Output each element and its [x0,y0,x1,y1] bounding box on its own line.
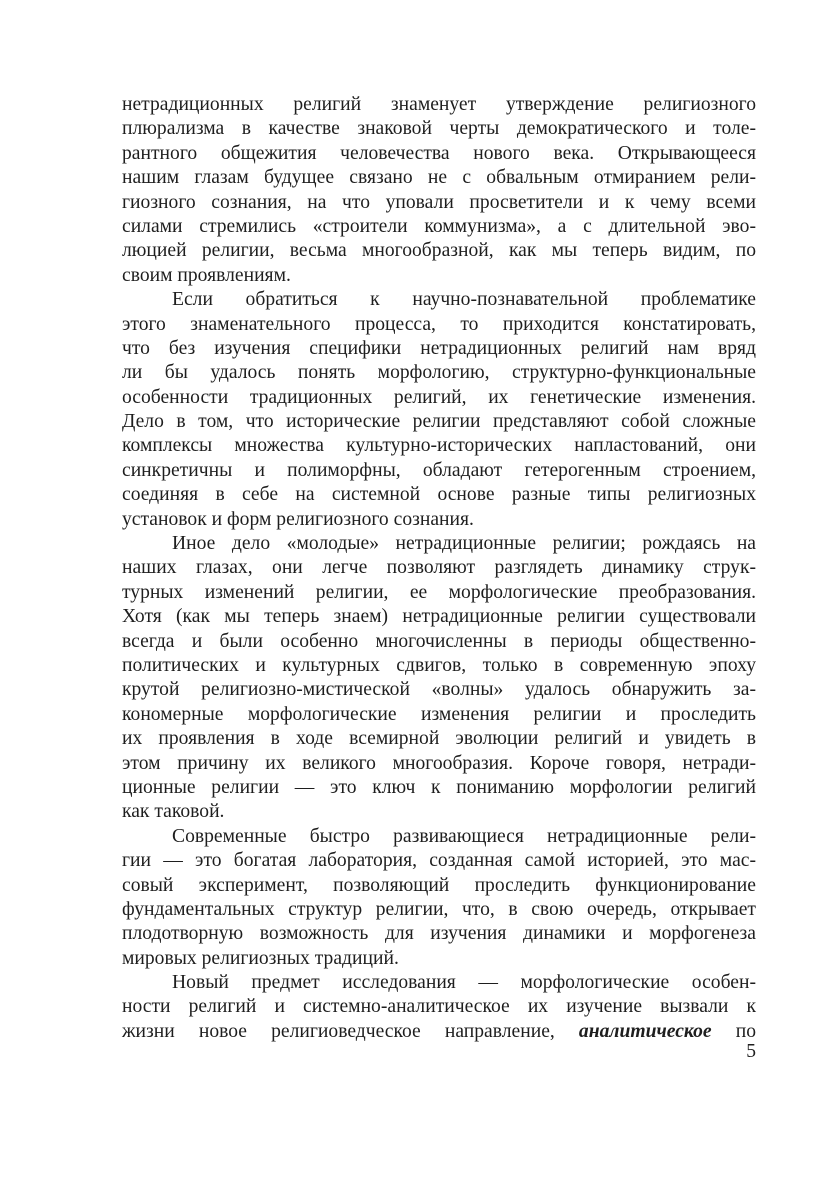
text-line: плюрализма в качестве знаковой черты демократического и толе- [122,118,756,140]
text-line: Новый предмет исследования — морфологические особен- [172,972,756,994]
text-line: что без изучения специфики нетрадиционных религий нам вряд [122,337,756,359]
emphasized-term: аналитическое [578,1020,712,1042]
text-line: рантного общежития человечества нового века. Открывающееся [122,142,756,164]
text-line: гии — это богатая лаборатория, созданная самой историей, это мас- [122,850,756,872]
paragraph [122,971,756,1044]
text-line: фундаментальных структур религии, что, в свою очередь, открывает [122,898,756,920]
paragraph [122,825,756,971]
text-line: люцией религии, весьма многообразной, как мы теперь видим, по [122,240,756,262]
text-line: комплексы множества культурно-исторических напластований, они [122,435,756,457]
text-line: этом причину их великого многообразия. Короче говоря, нетради- [122,752,756,774]
text-line: Дело в том, что исторические религии представляют собой сложные [122,411,756,433]
text-line: Если обратиться к научно-познавательной проблематике [172,289,756,311]
text-line: плодотворную возможность для изучения динамики и морфогенеза [122,923,756,945]
paragraph [122,288,756,532]
text-line: силами стремились «строители коммунизма», а с длительной эво- [122,215,756,237]
text-line: как таковой. [122,801,225,823]
text-line: всегда и были особенно многочисленны в периоды общественно- [122,630,756,652]
text-line: ционные религии — это ключ к пониманию морфологии религий [122,776,756,798]
text-line: нетрадиционных религий знаменует утверждение религиозного [122,94,756,115]
text-line: гиозного сознания, на что уповали просветители и к чему всеми [122,191,756,213]
text-line: своим проявлениям. [122,264,291,286]
page-number: 5 [746,1041,756,1062]
text-line: совый эксперимент, позволяющий проследить функционирование [122,874,756,896]
text-segment: жизни новое религиоведческое направление, [122,1020,579,1042]
text-line: нашим глазам будущее связано не с обвальным отмиранием рели- [122,167,756,189]
text-line: особенности традиционных религий, их генетические изменения. [122,386,756,408]
text-line: соединяя в себе на системной основе разные типы религиозных [122,484,756,506]
paragraph [122,532,756,825]
text-line: турных изменений религии, ее морфологические преобразования. [122,581,756,603]
text-line: мировых религиозных традиций. [122,947,399,969]
text-line: Хотя (как мы теперь знаем) нетрадиционные религии существовали [122,606,756,628]
text-line: политических и культурных сдвигов, только в современную эпоху [122,654,756,676]
text-line: установок и форм религиозного сознания. [122,508,474,530]
text-line: кономерные морфологические изменения религии и проследить [122,703,756,725]
text-line: крутой религиозно-мистической «волны» удалось обнаружить за- [122,679,756,701]
text-line: их проявления в ходе всемирной эволюции религий и увидеть в [122,728,756,750]
text-line: ли бы удалось понять морфологию, структурно-функциональные [122,362,756,384]
text-line: наших глазах, они легче позволяют разглядеть динамику струк- [122,557,756,579]
text-line: этого знаменательного процесса, то приходится констатировать, [122,313,756,335]
text-line: ности религий и системно-аналитическое их изучение вызвали к [122,996,756,1018]
text-line: синкретичны и полиморфны, обладают гетерогенным строением, [122,459,756,481]
text-line: Современные быстро развивающиеся нетрадиционные рели- [172,825,756,847]
text-segment: по [711,1020,756,1042]
page-body [122,93,756,1044]
paragraph [122,93,756,288]
text-line: Иное дело «молодые» нетрадиционные религии; рождаясь на [172,533,756,555]
